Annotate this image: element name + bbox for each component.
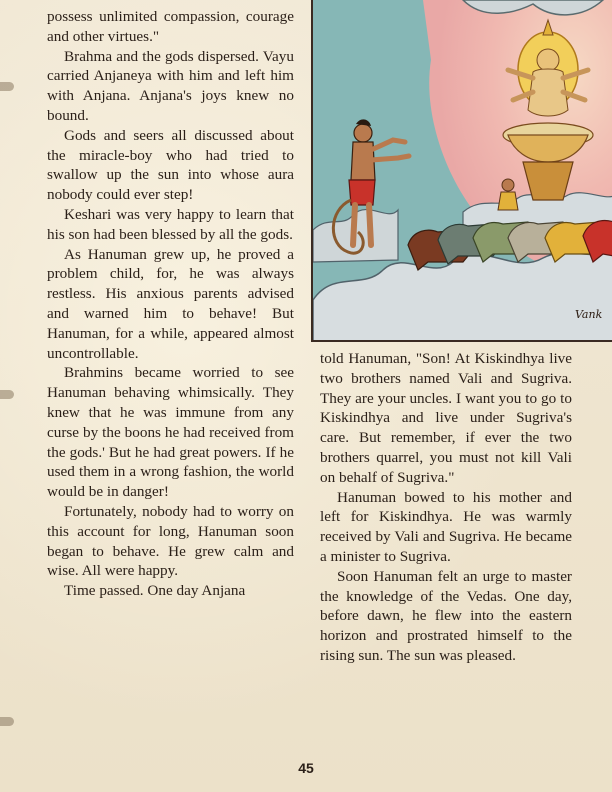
- paragraph: possess unlimited compassion, courage and other virtues.": [47, 8, 294, 45]
- illustration-svg: [313, 0, 612, 342]
- charioteer-head: [502, 179, 514, 191]
- paragraph: Keshari was very happy to learn that his son had been blessed by all the gods.: [47, 205, 294, 243]
- paragraph: Soon Hanuman felt an urge to master the knowledge of the Vedas. One day, before dawn, he flew into the eastern horizon and prostrated himself to the rising sun. The sun was pleased.: [320, 567, 572, 664]
- paragraph: Hanuman bowed to his mother and left for Kiskindhya. He was warmly received by Vali and Sugriva. He became a minister to Sugriva.: [320, 488, 572, 565]
- paragraph: Gods and seers all discussed about the miracle-boy who had tried to swallow up the sun into whose aura nobody could ever step!: [47, 126, 294, 204]
- paragraph: Brahma and the gods dispersed. Vayu carried Anjaneya with him and left him with Anjana. Anjana's joys knew no bound.: [47, 47, 294, 124]
- page-number: 45: [298, 760, 314, 776]
- binding-mark: [0, 717, 14, 726]
- charioteer-body: [498, 192, 518, 210]
- illustration-hanuman-and-sun-god: [311, 0, 612, 342]
- binding-mark: [0, 390, 14, 399]
- paragraph: As Hanuman grew up, he proved a problem child, for, he was always restless. His anxious parents advised and warned him to behave! But Hanuman, for a while, appeared almost uncontrollable.: [47, 245, 294, 362]
- paragraph: told Hanuman, "Son! At Kiskindhya live two brothers named Vali and Sugriva. They are your uncles. I want you to go to Kiskindhya and live under Sugriva's care. But remember, if ever the two brothers quarrel, you must not kill Vali on behalf of Sugriva.": [320, 350, 572, 486]
- paragraph: Time passed. One day Anjana: [64, 582, 246, 600]
- left-text-column: [47, 7, 294, 601]
- paragraph: Brahmins became worried to see Hanuman behaving whimsically. They knew that he was immune from any curse by the boons he had received from the gods.' But he had great powers. If he used them in a wrong fashion, the world would be in danger!: [47, 364, 294, 501]
- paragraph: Fortunately, nobody had to worry on this account for long, Hanuman soon began to behave. He grew calm and wise. All were happy.: [47, 502, 294, 580]
- binding-mark: [0, 82, 14, 91]
- right-text-column: [320, 349, 572, 666]
- sun-god-head: [537, 49, 559, 71]
- artist-signature: Vank: [575, 308, 603, 321]
